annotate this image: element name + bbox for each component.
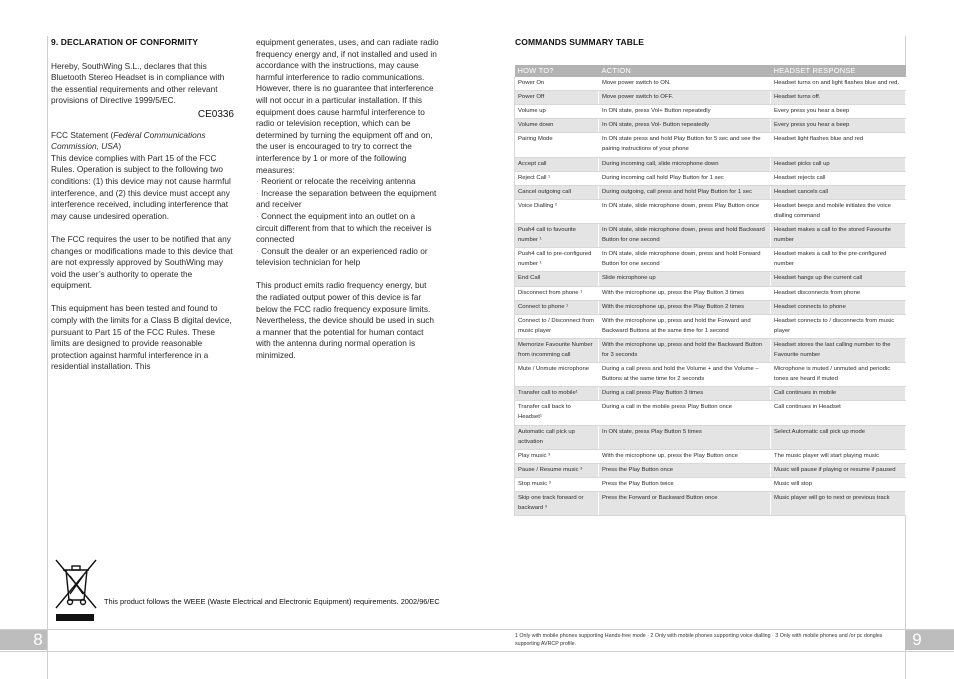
cell-headset-response: The music player will start playing music [771, 449, 906, 463]
cell-action: In ON state, slide microphone down, press Play Button once [599, 199, 771, 223]
cell-headset-response: Every press you hear a beep [771, 119, 906, 133]
cell-headset-response: Music will pause if playing or resume if paused [771, 463, 906, 477]
table-row [515, 272, 906, 286]
cell-how-to: Power On [515, 77, 599, 91]
measure-item [256, 188, 439, 211]
left-page-number: 8 [33, 630, 43, 649]
cell-how-to: Mute / Unmute microphone [515, 363, 599, 387]
declaration-heading: 9. DECLARATION OF CONFORMITY [51, 37, 199, 47]
bullet-dot: · [256, 187, 259, 198]
cell-how-to: Stop music ³ [515, 477, 599, 491]
table-header-row [515, 65, 906, 77]
table-row [515, 77, 906, 91]
footer-divider-bottom [0, 651, 954, 652]
cell-action: During incoming call, slide microphone down [599, 157, 771, 171]
cell-how-to: Automatic call pick up activation [515, 425, 599, 449]
cell-how-to: Transfer call back to Headset¹ [515, 401, 599, 425]
fcc-statement-label: FCC Statement ( [51, 129, 114, 140]
column2-paragraph-1: equipment generates, uses, and can radiate radio frequency energy and, if not installed and used in accordance with the instructions, may cause harmful interference to radio communications. However, there is no guarantee that interference will not occur in a particular installation. If this equipment does cause harmful interference to radio or television reception, which can be determined by turning the equipment off and on, the user is encouraged to try to correct the interference by 1 or more of the following measures: [256, 37, 439, 175]
table-row [515, 363, 906, 387]
cell-headset-response: Music player will go to next or previous track [771, 492, 906, 516]
ce-mark: CE0336 [197, 108, 234, 120]
cell-action: With the microphone up, press the Play Button once [599, 449, 771, 463]
cell-how-to: Disconnect from phone ¹ [515, 286, 599, 300]
fcc-paragraph-2: The FCC requires the user to be notified that any changes or modifications made to this device that are not expressly approved by SouthWing may void the user’s authority to operate the equipment. [51, 233, 233, 291]
cell-action: With the microphone up, press and hold the Backward Button for 3 seconds [599, 338, 771, 362]
cell-how-to: Volume up [515, 105, 599, 119]
footer-divider-top [0, 629, 954, 630]
cell-how-to: Voice Dialling ² [515, 199, 599, 223]
table-row [515, 171, 906, 185]
cell-headset-response: Every press you hear a beep [771, 105, 906, 119]
cell-how-to: Power Off [515, 91, 599, 105]
cell-headset-response: Headset turns on and light flashes blue and red. [771, 77, 906, 91]
column-header-headset-response: HEADSET RESPONSE [771, 65, 906, 77]
cell-headset-response: Headset turns off. [771, 91, 906, 105]
table-row [515, 477, 906, 491]
table-row [515, 338, 906, 362]
cell-headset-response: Select Automatic call pick up mode [771, 425, 906, 449]
cell-action: Slide microphone up [599, 272, 771, 286]
cell-how-to: Connect to phone ¹ [515, 300, 599, 314]
crossed-out-wheelie-bin-icon [54, 558, 98, 629]
cell-headset-response: Call continues in mobile [771, 387, 906, 401]
measure-item [256, 246, 439, 269]
fcc-statement-close: ) [118, 141, 122, 152]
commands-table-body [515, 77, 906, 516]
cell-how-to: Cancel outgoing call [515, 185, 599, 199]
table-row [515, 314, 906, 338]
cell-action: Move power switch to ON. [599, 77, 771, 91]
cell-action: During a call in the mobile press Play Button once [599, 401, 771, 425]
bullet-dot: · [256, 176, 259, 187]
table-row [515, 133, 906, 157]
table-row [515, 105, 906, 119]
cell-action: Press the Forward or Backward Button once [599, 492, 771, 516]
fcc-paragraph-1: This device complies with Part 15 of the FCC Rules. Operation is subject to the following two conditions: (1) this device may not cause harmful interference, and (2) this device must accept any interference received, including interference that may cause undesired operation. [51, 152, 231, 221]
table-row [515, 224, 906, 248]
bullet-dot: · [256, 210, 259, 221]
table-row [515, 185, 906, 199]
cell-headset-response: Headset beeps and mobile initiates the voice dialling command [771, 199, 906, 223]
cell-how-to: Play music ³ [515, 449, 599, 463]
cell-headset-response: Headset disconnects from phone [771, 286, 906, 300]
table-row [515, 91, 906, 105]
cell-how-to: Volume down [515, 119, 599, 133]
table-row [515, 387, 906, 401]
cell-action: During incoming call hold Play Button for 1 sec [599, 171, 771, 185]
cell-how-to: Push4 call to pre-configured number ¹ [515, 248, 599, 272]
cell-how-to: Skip one track forward or backward ³ [515, 492, 599, 516]
cell-how-to: Connect to / Disconnect from music player [515, 314, 599, 338]
table-row [515, 157, 906, 171]
cell-action: In ON state press and hold Play Button for 5 sec and see the pairing instructions of your phone [599, 133, 771, 157]
table-row [515, 119, 906, 133]
cell-headset-response: Call continues in Headset [771, 401, 906, 425]
cell-action: During outgoing, call press and hold Play Button for 1 sec [599, 185, 771, 199]
left-margin-line [47, 36, 48, 679]
fcc-statement-italic: Federal Communications Commission, USA [51, 129, 206, 152]
cell-how-to: Memorize Favourite Number from incomming call [515, 338, 599, 362]
table-row [515, 425, 906, 449]
left-column-1 [51, 37, 234, 385]
cell-how-to: Reject Call ¹ [515, 171, 599, 185]
cell-action: Press the Play Button once [599, 463, 771, 477]
cell-headset-response: Headset hangs up the current call [771, 272, 906, 286]
fcc-paragraph-3: This equipment has been tested and found to comply with the limits for a Class B digital device, pursuant to Part 15 of the FCC Rules. These limits are designed to provide reasonable protection against harmful interference in a residential installation. This [51, 303, 232, 372]
cell-action: With the microphone up, press the Play Button 2 times [599, 300, 771, 314]
cell-how-to: Pairing Mode [515, 133, 599, 157]
table-row [515, 248, 906, 272]
right-page-number: 9 [912, 630, 922, 649]
cell-headset-response: Headset picks call up [771, 157, 906, 171]
cell-how-to: Pause / Resume music ³ [515, 463, 599, 477]
bullet-dot: · [256, 245, 259, 256]
measure-text: Connect the equipment into an outlet on a circuit different from that to which the receiver is connected [256, 210, 432, 245]
table-row [515, 300, 906, 314]
left-column-2 [256, 37, 439, 373]
cell-headset-response: Headset connects to phone [771, 300, 906, 314]
measure-text: Increase the separation between the equipment and receiver [256, 187, 437, 210]
cell-headset-response: Headset makes a call to the stored Favourite number [771, 224, 906, 248]
cell-headset-response: Music will stop [771, 477, 906, 491]
table-row [515, 401, 906, 425]
column-header-how-to: HOW TO? [515, 65, 599, 77]
measure-item [256, 176, 439, 188]
weee-notice: This product follows the WEEE (Waste Electrical and Electronic Equipment) requirements. 2002/96/EC [104, 597, 440, 606]
table-row [515, 463, 906, 477]
cell-headset-response: Headset connects to / disconnects from music player [771, 314, 906, 338]
cell-headset-response: Headset stores the last calling number to the Favourite number [771, 338, 906, 362]
cell-action: With the microphone up, press the Play Button 3 times [599, 286, 771, 300]
cell-action: Press the Play Button twice [599, 477, 771, 491]
cell-headset-response: Microphone is muted / unmuted and periodic tones are heard if muted [771, 363, 906, 387]
cell-action: In ON state, press Vol- Button repeatedly [599, 119, 771, 133]
cell-action: In ON state, press Vol+ Button repeatedly [599, 105, 771, 119]
footnote: 1 Only with mobile phones supporting Hands-free mode · 2 Only with mobile phones supporting voice dialling · 3 Only with mobile phones and /or pc dongles supporting AVRCP profile. [515, 633, 883, 647]
commands-table-heading: COMMANDS SUMMARY TABLE [515, 37, 645, 47]
cell-headset-response: Headset light flashes blue and red [771, 133, 906, 157]
column-header-action: ACTION [599, 65, 771, 77]
commands-table [514, 65, 906, 516]
column2-paragraph-2: This product emits radio frequency energy, but the radiated output power of this device is far below the FCC radio frequency exposure limits. Nevertheless, the device should be used in such a manner that the potential for human contact with the antenna during normal operation is minimized. [256, 280, 435, 361]
cell-action: With the microphone up, press and hold the Forward and Backward Buttons at the same time for 1 second [599, 314, 771, 338]
table-row [515, 286, 906, 300]
cell-headset-response: Headset makes a call to the pre-configured number [771, 248, 906, 272]
cell-how-to: End Call [515, 272, 599, 286]
cell-action: In ON state, press Play Button 5 times [599, 425, 771, 449]
cell-action: In ON state, slide microphone down, press and hold Backward Button for one second [599, 224, 771, 248]
measure-item [256, 211, 439, 246]
cell-headset-response: Headset rejects call [771, 171, 906, 185]
table-row [515, 492, 906, 516]
declaration-text: Hereby, SouthWing S.L., declares that this Bluetooth Stereo Headset is in compliance with the essential requirements and other relevant provisions of Directive 1999/5/EC. [51, 60, 225, 106]
cell-action: In ON state, slide microphone down, press and hold Forward Button for one second [599, 248, 771, 272]
table-row [515, 199, 906, 223]
cell-how-to: Accept call [515, 157, 599, 171]
cell-how-to: Transfer call to mobile¹ [515, 387, 599, 401]
measure-text: Consult the dealer or an experienced radio or television technician for help [256, 245, 428, 268]
cell-headset-response: Headset cancels call [771, 185, 906, 199]
measure-text: Reorient or relocate the receiving antenna [261, 176, 416, 187]
cell-action: During a call press and hold the Volume + and the Volume – Buttons at the same time for 2 seconds [599, 363, 771, 387]
fcc-statement-title [51, 130, 234, 153]
cell-action: Move power switch to OFF. [599, 91, 771, 105]
cell-how-to: Push4 call to favourite number ¹ [515, 224, 599, 248]
table-row [515, 449, 906, 463]
cell-action: During a call press Play Button 3 times [599, 387, 771, 401]
